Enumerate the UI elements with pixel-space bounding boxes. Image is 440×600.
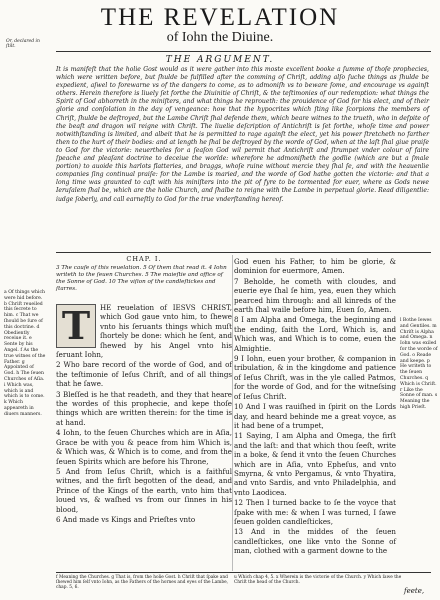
drop-cap-decorated-initial: T [56,304,96,348]
header-rule [56,51,431,52]
verse: 7 Beholde, he cometh with cloudes, and euerie eye ſhal ſe him, yea, euen they which pearced him through: and all kinreds of the earth ſhal waile before him, Euen ſo, Amen. [234,276,396,315]
verse: 4 Iohn, to the ſeuen Churches which are in Aſia, Grace be with you & peace from him Which is, & Which was, & Which is to come, and from the ſeuen Spirits which are before his Throne, [56,428,232,466]
left-margin-notes: a Of things which were hid before. b Chriſt reueiled this ſecrete to him. c That we ſhould be ſure of this doctrine. d Obediently receiue it. e Sente by his Angel. f As the true witnes of the Father. g Appointed of God. h The ſeuen Churches of Aſia. i Which was, which is and which is to come. k Which appeareth in diuers manners. [4,290,46,417]
verse: HE reuelation of IESVS CHRIST, which God gaue vnto him, to ſhewe vnto his ſeruants things which muſt ſhortely be done: which he ſent, and ſhewed by his Angel vnto his ſeruant Iohn, [56,303,232,360]
verse: God euen his Father, to him be glorie, & dominion for euermore, Amen. [234,257,396,276]
verse: 9 I Iohn, euen your brother, & companion in tribulation, & in the kingdome and patience of Ieſus Chriſt, was in the yle called Patmos, for the worde of God, and for the witneſsing of Ieſus Chriſt. [234,354,396,401]
verse: 12 Then I turned backe to ſe the voyce that ſpake with me: & when I was turned, I ſawe ſeuen golden candleſtickes, [234,498,396,526]
argument-text: It is manifeſt that the holie Gost would as it were gather into this moste excellent booke a ſumme of thoſe prophecies, which were written before, but ſhulde be fulfilled after the comming of Chriſt, adding alſo ſuche things as ſhulde be expedient, aſwel to forewarne vs of the dangers to come, as to admoniſh vs to beware ſome, and encourage vs againſt others. Herein therefore is liuely ſet forthe the Diuinitie of Chriſt, & the teſtimonies of our redemption: what things the Spirit of God abhorreth in the miniſters, and what things he reproueth: the prouidence of God for his elect, and of their glorie and conſolation in the day of vengeance: how that the hypocrites which ſting like ſcorpions the members of Chriſt, ſhulde be deſtroyed, but the Lambe Chriſt ſhal defende them, which beare witnes to the trueth, who in deſpite of the beaſt and dragon wil reigne with Chriſt. The liuelie deſcription of Antichriſt is ſet forthe, whoſe time and power notwithſtanding is limited, and albeit that he is permitted to rage againſt the elect, yet his power ſtretcheth no farther then to the hurt of their bodies: and at length he ſhal be deſtroyed by the worde of God, when at the laſt ſhal giue praiſe to God for the victorie: neuertheles for a ſeaſon God wil permit that Antichriſt and ſtrumpet vnder colour of faire ſpeache and pleaſant doctrine to deceiue the worlde: wherefore he admoniſheth the godlie (which are but a ſmale portion) to auoide this harlots flatteries, and braggs, whoſe ruine without mercie they ſhal ſe, and with the heauenlie companies ſing continual praiſe: for the Lambe is maried, and the worde of God hathe gotten the victorie: and that a long time was graunted to caſt with his miniſters into the pit of fyre to be tormented for euer, where as Gods newe Ieruſalem ſhal be, which are the holie Church, and ſhalbe to reigne with the Lambe in perpetual glorie. Read diligentlie: iudge ſoberly, and call earneſtly to God for the true vnderſtanding hereof. [56,66,429,203]
footnotes-left: f Meaning the Churches. g That is, from the holie Gost. h Chriſt that ſpake and ſhewed him ſelf vnto Iohn, as the Fathers of the hornes and eyes of the Lambe, chap. 5, 6. [56,575,229,590]
page-title: THE REVELATION [100,4,340,31]
column-divider [232,255,233,571]
verse: 6 And made vs Kings and Prieſtes vnto [56,514,196,524]
catchword: feete, [404,587,425,595]
left-column [56,303,232,525]
verse: 3 Bleſſed is he that readeth, and they that heare the wordes of this prophecie, and kepe thoſe things which are written therein: for the time is at hand. [56,389,232,427]
verse: 5 And from Ieſus Chriſt, which is a faithful witnes, and the firſt begotten of the dead, and Prince of the Kings of the earth, vnto him that loued vs, & waſhed vs from our ſinnes in his blood, [56,466,232,514]
right-margin-notes: l Bothe Iewes and Gentiles. m Chriſt is Alpha and Omega. n Iohn was exiled for the worde of God. o Reade and keepe. p He writeth to the ſeuen Churches. q Which is Chriſt. r Like the Sonne of man. s Meaning the high Prieſt. [400,318,438,410]
verse: 10 And I was rauiſhed in ſpirit on the Lords day, and heard behinde me a great voyce, as it had bene of a trumpet, [234,402,396,430]
footnote-rule [56,572,431,573]
argument-rule [56,252,431,253]
top-margin-note: Or, declared in ſtilt. [6,39,40,49]
verse: 11 Saying, I am Alpha and Omega, the firſt and the laſt: and that which thou ſeeſt, write in a boke, & ſend it vnto the ſeuen Churches which are in Aſia, vnto Epheſus, and vnto Smyrna, & vnto Pergamus, & vnto Thyatira, and vnto Sardis, and vnto Philadelphia, and vnto Laodicea. [234,431,396,497]
argument-heading: THE ARGUMENT. [165,55,275,65]
verse: 2 Who bare record of the worde of God, and of the teſtimonie of Ieſus Chriſt, and of all things that he ſawe. [56,360,232,389]
footnotes-right: u Which chap 4, 5. x Wherein is the victorie of the Church. y Which ſawe the Chriſt the head of the Church. [234,575,402,585]
right-column [234,257,396,557]
verse: 13 And in the middes of the ſeuen candleſtickes, one like vnto the Sonne of man, clothed with a garment downe to the [234,527,396,556]
page-subtitle: of Iohn the Diuine. [166,30,274,45]
chapter-summary: 3 The cauſe of this reuelation. 5 Of them that read it. 4 Iohn writeth to the ſeuen Churches. 5 The maieſtie and office of the Sonne of God. 10 The viſion of the candleſtickes and ſtarres. [56,265,227,292]
chapter-label: CHAP. I. [126,255,162,263]
verse: 8 I am Alpha and Omega, the beginning and the ending, ſaith the Lord, Which is, and Which was, and Which is to come, euen the Almightie. [234,315,396,353]
